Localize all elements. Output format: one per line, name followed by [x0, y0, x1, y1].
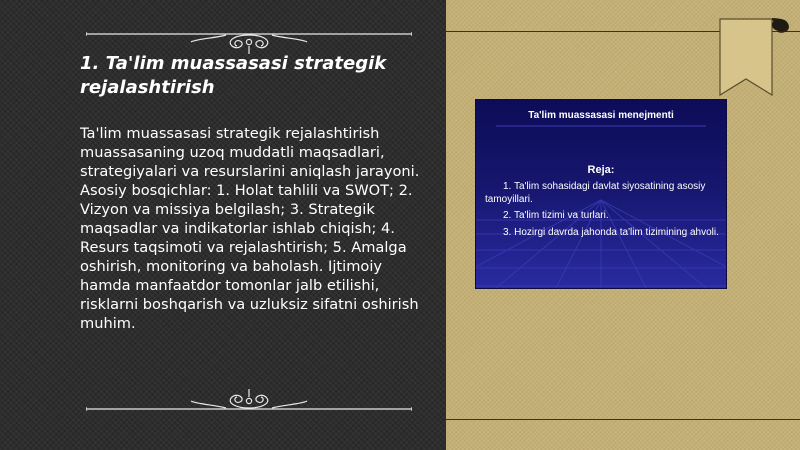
bottom-divider-line — [446, 419, 800, 420]
slide-body-text: Ta'lim muassasasi strategik rejalashtirish muassasaning uzoq muddatli maqsadlari, strategiyalari va resurslarini aniqlash jarayoni. Asosiy bosqichlar: 1. Holat tahlili va SWOT; 2. Vizyon va missiya belgilash; 3. Strategik maqsadlar va indikatorlar ishlab chiqish; 4. Resurs taqsimoti va rejalashtirish; 5. Amalga oshirish, monitoring va baholash. Ijtimoiy hamda manfaatdor tomonlar jalb etilishi, risklarni boshqarish va uzluksiz sifatni oshirish muhim. — [80, 125, 420, 332]
image-plan-list — [485, 181, 721, 243]
list-item: 1. Ta'lim sohasidagi davlat siyosatining asosiy tamoyillari. — [485, 181, 706, 205]
bookmark-ribbon-icon — [716, 17, 794, 101]
list-item: 2. Ta'lim tizimi va turlari. — [503, 210, 609, 221]
embedded-slide-image — [475, 99, 727, 289]
image-heading: Reja: — [587, 164, 615, 176]
image-title: Ta'lim muassasasi menejmenti — [528, 110, 674, 121]
bottom-ornament-icon — [86, 387, 412, 413]
list-item: 3. Hozirgi davrda jahonda ta'lim tizimining ahvoli. — [503, 226, 719, 238]
slide-title: 1. Ta'lim muassasasi strategik rejalashtirish — [80, 53, 387, 98]
